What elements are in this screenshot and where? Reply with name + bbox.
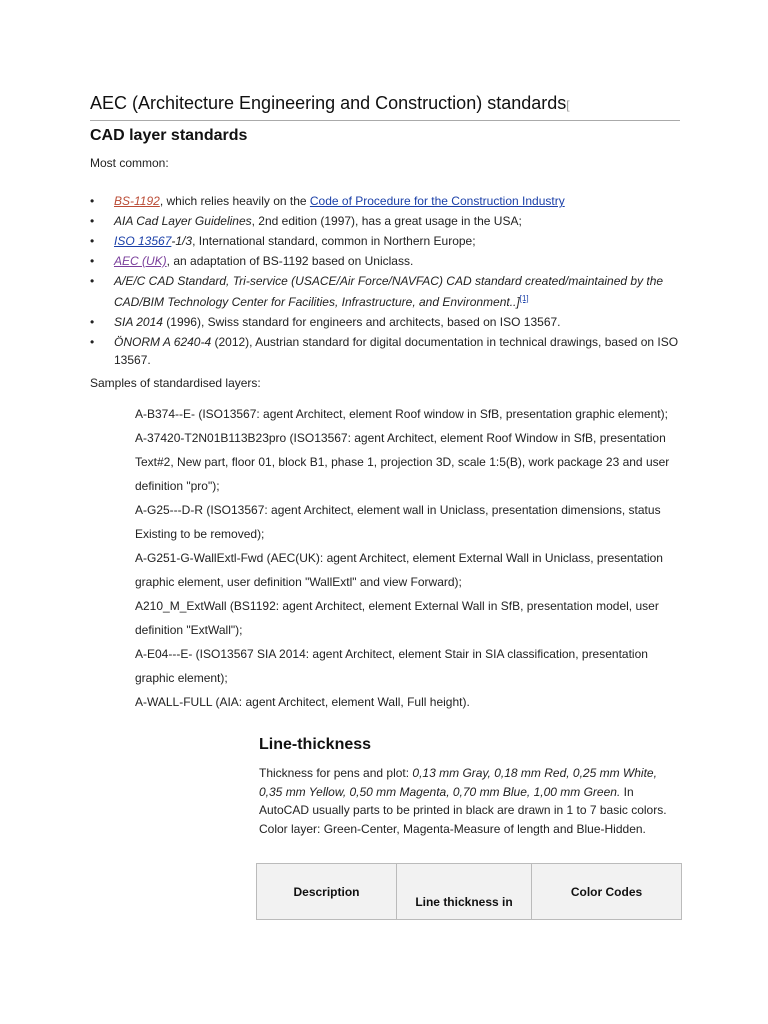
sample-entry: A-E04---E- (ISO13567 SIA 2014: agent Architect, element Stair in SIA classification, presentation graphic element); bbox=[135, 647, 648, 685]
list-item-title: A/E/C CAD Standard, Tri-service (USACE/Air Force/NAVFAC) CAD standard created/maintained by the CAD/BIM Technology Center for Facilities, Infrastructure, and Environment..] bbox=[114, 274, 664, 309]
line-thickness-text: In AutoCAD usually parts to be printed in black are drawn in 1 to 7 basic colors. Color layer: Green-Center, Magenta-Measure of length and Blue-Hidden. bbox=[259, 784, 667, 836]
table-header-color-codes: Color Codes bbox=[532, 864, 682, 920]
list-item-title: -1/3 bbox=[171, 234, 193, 248]
list-item bbox=[90, 192, 680, 210]
line-thickness-table bbox=[256, 863, 682, 920]
list-item-text: , which relies heavily on the bbox=[159, 194, 310, 208]
sample-entry: A-B374--E- (ISO13567: agent Architect, element Roof window in SfB, presentation graphic element); bbox=[135, 407, 668, 421]
pen-thickness-values: 0,13 mm Gray, 0,18 mm Red, 0,25 mm White, 0,35 mm Yellow, 0,50 mm Magenta, 0,70 mm Blue, 1,00 mm Green. bbox=[259, 766, 657, 799]
sample-entry: A-G25---D-R (ISO13567: agent Architect, element wall in Uniclass, presentation dimensions, status Existing to be removed); bbox=[135, 503, 661, 541]
page-title-text: AEC (Architecture Engineering and Construction) standards bbox=[90, 93, 567, 113]
standards-list bbox=[90, 192, 680, 371]
table-header-row bbox=[257, 864, 682, 920]
table-header-line-thickness: Line thickness in bbox=[397, 864, 532, 920]
line-thickness-paragraph bbox=[259, 764, 681, 838]
samples-label: Samples of standardised layers: bbox=[90, 376, 261, 390]
reference-link[interactable]: [1] bbox=[519, 294, 529, 303]
list-item bbox=[90, 272, 680, 311]
list-item-text: (2012), Austrian standard for digital documentation in technical drawings, based on ISO 13567. bbox=[114, 335, 679, 367]
list-item bbox=[90, 313, 680, 331]
list-item-text: , 2nd edition (1997), has a great usage in the USA; bbox=[251, 214, 522, 228]
code-of-procedure-link[interactable]: Code of Procedure for the Construction Industry bbox=[309, 194, 565, 208]
list-item-text: (1996), Swiss standard for engineers and architects, based on ISO 13567. bbox=[162, 315, 561, 329]
page-title bbox=[90, 93, 680, 121]
list-item-text: , an adaptation of BS-1192 based on Uniclass. bbox=[166, 254, 414, 268]
intro-text: Most common: bbox=[90, 156, 169, 170]
samples-block bbox=[135, 402, 680, 714]
list-item-text: , International standard, common in Northern Europe; bbox=[192, 234, 476, 248]
list-item-title: SIA 2014 bbox=[114, 315, 163, 329]
sample-entry: A-WALL-FULL (AIA: agent Architect, element Wall, Full height). bbox=[135, 695, 470, 709]
list-item-title: AIA Cad Layer Guidelines bbox=[114, 214, 252, 228]
list-item bbox=[90, 212, 680, 230]
section-heading-cad-layer-standards: CAD layer standards bbox=[90, 127, 248, 144]
line-thickness-heading: Line-thickness bbox=[259, 736, 372, 753]
sample-entry: A-G251-G-WallExtl-Fwd (AEC(UK): agent Architect, element External Wall in Uniclass, presentation graphic element, user definition "WallExtl" and view Forward); bbox=[135, 551, 663, 589]
table-header-description: Description bbox=[257, 864, 397, 920]
iso-13567-link[interactable]: ISO 13567 bbox=[114, 234, 172, 248]
sample-entry: A210_M_ExtWall (BS1192: agent Architect, element External Wall in SfB, presentation model, user definition "ExtWall"); bbox=[135, 599, 659, 637]
line-thickness-text: Thickness for pens and plot: bbox=[259, 766, 413, 780]
list-item bbox=[90, 333, 680, 369]
page-title-bracket: [ bbox=[566, 98, 570, 112]
list-item-title: ÖNORM A 6240-4 bbox=[114, 335, 212, 349]
list-item bbox=[90, 252, 680, 270]
list-item bbox=[90, 232, 680, 250]
aec-uk-link[interactable]: AEC (UK) bbox=[114, 254, 167, 268]
bs-1192-link[interactable]: BS-1192 bbox=[114, 194, 160, 208]
sample-entry: A-37420-T2N01B113B23pro (ISO13567: agent Architect, element Roof Window in SfB, presentation Text#2, New part, floor 01, block B1, phase 1, projection 3D, scale 1:5(B), work package 23 and user definition "pro"); bbox=[135, 431, 670, 493]
